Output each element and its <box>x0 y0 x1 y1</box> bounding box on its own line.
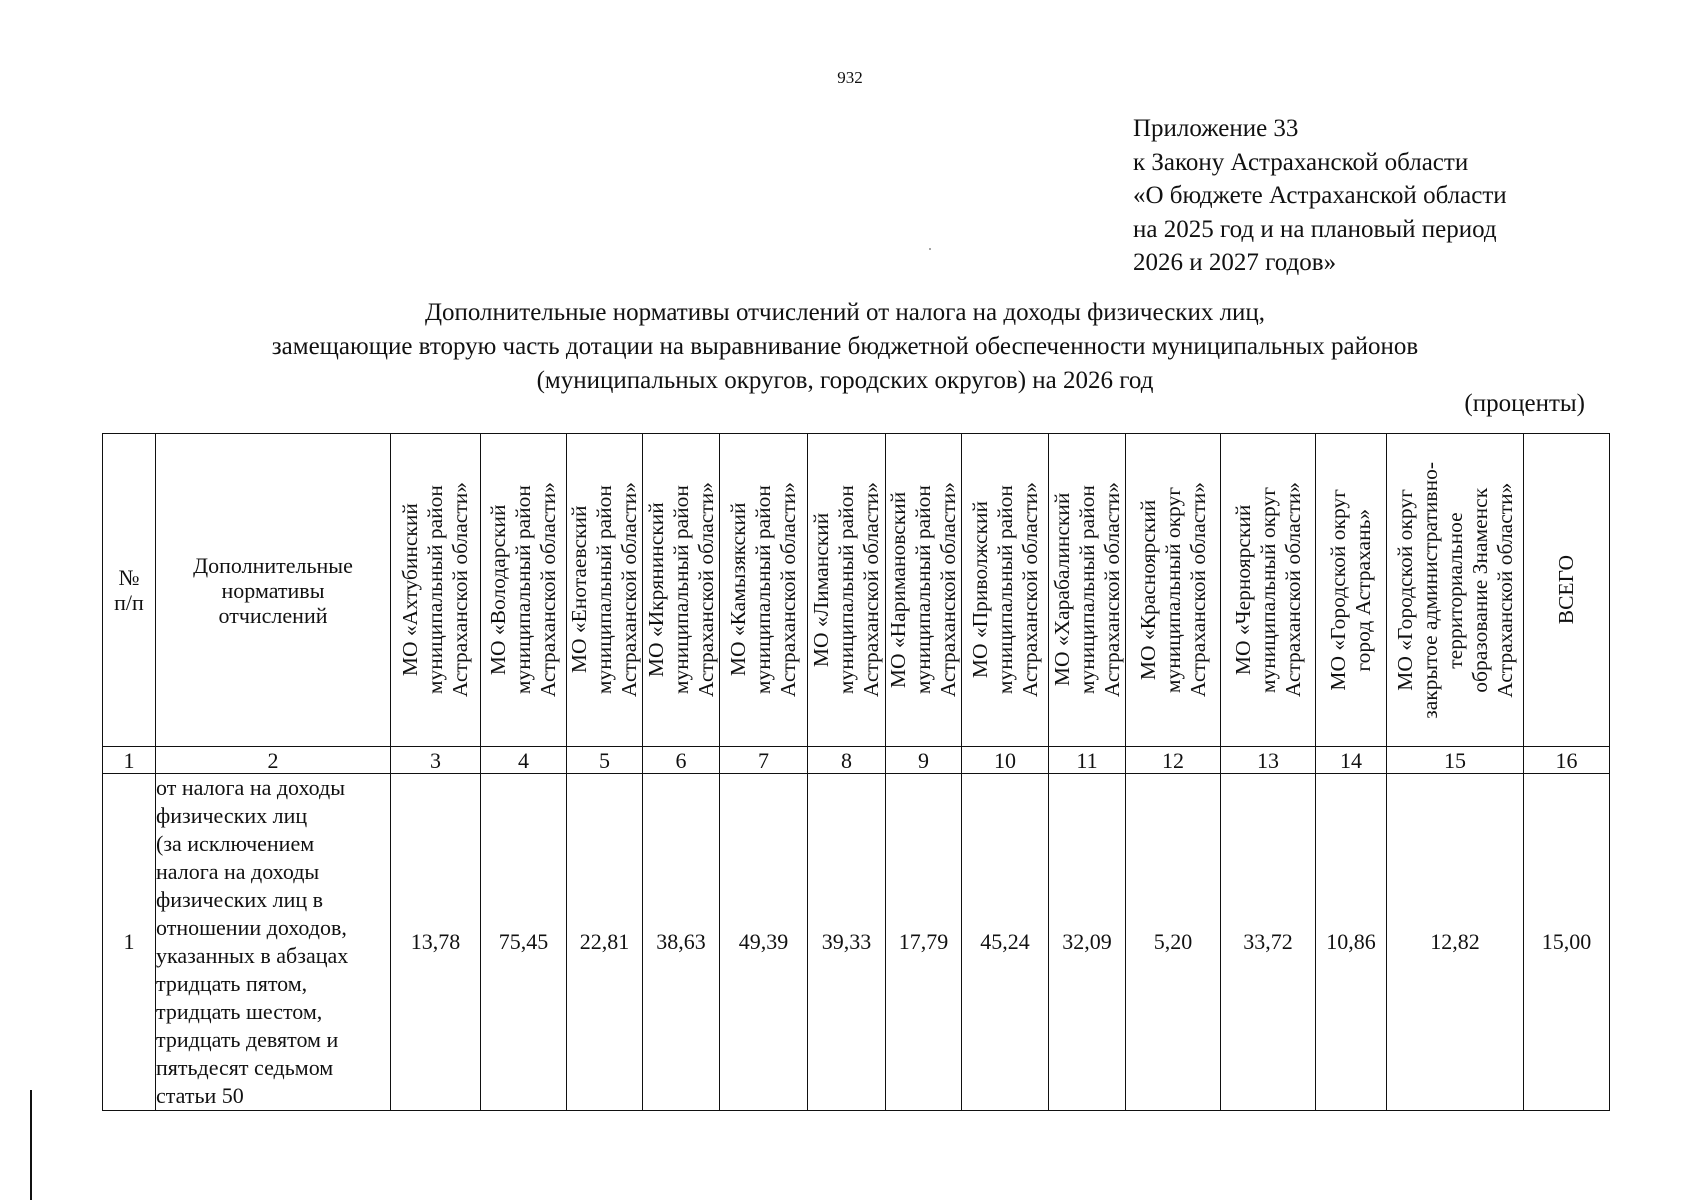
header-line: МО «Приволжский <box>967 501 992 679</box>
description-line: отношении доходов, <box>156 915 347 940</box>
header-line: Астраханской области» <box>1185 482 1210 698</box>
appendix-line: «О бюджете Астраханской области <box>1133 182 1507 209</box>
description-line: пятьдесят седьмом <box>156 1055 334 1080</box>
value-cell: 45,24 <box>962 774 1049 1111</box>
header-line: МО «Харабалинский <box>1049 493 1074 687</box>
column-number: 9 <box>886 747 962 774</box>
header-number-line: № <box>118 565 140 590</box>
header-municipality-cell <box>1221 434 1316 747</box>
column-number: 5 <box>567 747 643 774</box>
header-line: Астраханской области» <box>936 482 960 698</box>
column-number: 3 <box>391 747 481 774</box>
appendix-line: Приложение 33 <box>1133 115 1299 142</box>
header-municipality-cell <box>1126 434 1221 747</box>
header-municipality-cell <box>1049 434 1126 747</box>
header-municipality-cell <box>481 434 567 747</box>
appendix-header <box>1133 112 1507 280</box>
header-line: муниципальный район <box>911 485 935 695</box>
header-line: муниципальный район <box>1074 485 1099 695</box>
header-number-line: п/п <box>114 590 144 615</box>
header-description-line: Дополнительные <box>193 552 353 578</box>
header-line: город Астрахань» <box>1351 508 1375 672</box>
column-number: 13 <box>1221 747 1316 774</box>
header-line: Астраханской области» <box>693 482 718 698</box>
total-value-cell: 15,00 <box>1524 774 1610 1111</box>
description-line: статьи 50 <box>156 1083 244 1108</box>
value-cell: 49,39 <box>720 774 808 1111</box>
header-line: Астраханской области» <box>1017 482 1042 698</box>
header-municipality-label <box>1393 462 1518 719</box>
header-municipality-cell <box>962 434 1049 747</box>
header-line: Астраханской области» <box>536 482 560 698</box>
header-line: муниципальный район <box>423 485 447 695</box>
header-municipality-label <box>1231 482 1306 697</box>
value-cell: 22,81 <box>567 774 643 1111</box>
header-line: МО «Володарский <box>486 504 510 676</box>
norms-table <box>102 433 1610 1111</box>
header-description-cell <box>156 434 391 747</box>
column-number: 14 <box>1316 747 1387 774</box>
row-number: 1 <box>103 774 156 1111</box>
table-header-row <box>103 434 1610 747</box>
header-municipality-label <box>644 482 719 697</box>
header-line: МО «Черноярский <box>1230 504 1255 676</box>
column-number: 4 <box>481 747 567 774</box>
units-label: (проценты) <box>1464 390 1585 417</box>
title-line: (муниципальных округов, городских округов) на 2026 год <box>536 367 1154 394</box>
header-municipality-label <box>809 482 884 697</box>
column-number: 8 <box>808 747 886 774</box>
header-municipality-label <box>1136 482 1211 697</box>
header-municipality-cell <box>886 434 962 747</box>
value-cell: 33,72 <box>1221 774 1316 1111</box>
header-line: территориальное <box>1442 511 1467 669</box>
description-line: тридцать девятом и <box>156 1027 339 1052</box>
value-cell: 13,78 <box>391 774 481 1111</box>
header-line: Астраханской области» <box>448 482 472 698</box>
title-line: замещающие вторую часть дотации на выравнивание бюджетной обеспеченности муниципальных районов <box>271 333 1419 360</box>
value-cell: 17,79 <box>886 774 962 1111</box>
header-line: закрытое административно- <box>1417 461 1442 719</box>
column-number: 10 <box>962 747 1049 774</box>
appendix-line: к Закону Астраханской области <box>1133 148 1469 176</box>
header-municipality-cell <box>567 434 643 747</box>
header-line: Астраханской области» <box>859 482 883 698</box>
description-line: налога на доходы <box>156 859 320 884</box>
header-line: МО «Камызякский <box>726 503 750 677</box>
appendix-line: на 2025 год и на плановый период <box>1133 215 1497 243</box>
header-line: Астраханской области» <box>1280 482 1305 698</box>
header-number-cell <box>103 434 156 747</box>
header-municipality-label <box>567 482 642 697</box>
page-number: 932 <box>837 68 863 87</box>
header-line: МО «Наримановский <box>886 491 910 689</box>
header-municipality-cell <box>643 434 720 747</box>
column-number: 15 <box>1387 747 1524 774</box>
value-cell: 12,82 <box>1387 774 1524 1111</box>
header-municipality-label <box>726 482 801 697</box>
column-number: 16 <box>1524 747 1610 774</box>
column-number: 11 <box>1049 747 1126 774</box>
header-municipality-label <box>1326 489 1376 691</box>
header-municipality-label <box>968 482 1043 697</box>
value-cell: 5,20 <box>1126 774 1221 1111</box>
column-number: 12 <box>1126 747 1221 774</box>
header-line: муниципальный округ <box>1160 486 1185 694</box>
column-number: 2 <box>156 747 391 774</box>
description-line: указанных в абзацах <box>156 943 349 968</box>
row-description <box>156 774 391 1111</box>
description-line: тридцать пятом, <box>156 971 308 996</box>
description-line: физических лиц <box>156 803 308 828</box>
column-number: 6 <box>643 747 720 774</box>
header-line: муниципальный округ <box>1255 486 1280 694</box>
description-line: (за исключением <box>156 831 315 856</box>
description-line: от налога на доходы <box>156 775 346 800</box>
header-line: МО «Икрянинский <box>643 502 668 678</box>
header-line: Астраханской области» <box>1492 482 1517 698</box>
header-line: МО «Городской округ <box>1326 489 1350 691</box>
header-line: образование Знаменск <box>1467 487 1492 693</box>
scan-speck <box>929 248 931 250</box>
header-total-cell <box>1524 434 1610 747</box>
header-municipality-label <box>486 482 561 697</box>
header-line: муниципальный район <box>834 485 858 695</box>
title-line: Дополнительные нормативы отчислений от налога на доходы физических лиц, <box>424 299 1266 326</box>
header-line: МО «Енотаевский <box>567 506 591 674</box>
table-row <box>103 774 1610 1111</box>
header-municipality-cell <box>1387 434 1524 747</box>
header-line: ВСЕГО <box>1554 555 1578 625</box>
header-line: МО «Ахтубинский <box>398 503 422 677</box>
header-municipality-cell <box>391 434 481 747</box>
header-municipality-cell <box>1316 434 1387 747</box>
header-line: муниципальный район <box>668 485 693 695</box>
column-number: 1 <box>103 747 156 774</box>
header-line: МО «Городской округ <box>1392 489 1417 691</box>
header-description-line: нормативы <box>221 577 325 603</box>
appendix-line: 2026 и 2027 годов» <box>1133 249 1337 276</box>
column-numbers-row <box>103 747 1610 774</box>
header-line: Астраханской области» <box>1099 482 1124 698</box>
header-line: муниципальный район <box>992 485 1017 695</box>
value-cell: 32,09 <box>1049 774 1126 1111</box>
header-municipality-cell <box>720 434 808 747</box>
header-line: МО «Красноярский <box>1135 499 1160 681</box>
value-cell: 75,45 <box>481 774 567 1111</box>
header-line: Астраханской области» <box>617 482 641 698</box>
document-title <box>100 296 1590 398</box>
header-line: МО «Лиманский <box>809 512 833 668</box>
header-line: муниципальный район <box>751 485 775 695</box>
value-cell: 39,33 <box>808 774 886 1111</box>
header-municipality-label <box>398 482 473 697</box>
header-description-line: отчислений <box>218 602 328 628</box>
value-cell: 10,86 <box>1316 774 1387 1111</box>
column-number: 7 <box>720 747 808 774</box>
header-municipality-label <box>886 482 961 697</box>
description-line: физических лиц в <box>156 887 324 912</box>
description-line: тридцать шестом, <box>156 999 323 1024</box>
header-total-label <box>1554 555 1579 624</box>
value-cell: 38,63 <box>643 774 720 1111</box>
header-municipality-cell <box>808 434 886 747</box>
header-municipality-label <box>1050 482 1125 697</box>
header-line: Астраханской области» <box>776 482 800 698</box>
header-line: муниципальный район <box>592 485 616 695</box>
margin-rule <box>30 1090 32 1200</box>
header-line: муниципальный район <box>511 485 535 695</box>
